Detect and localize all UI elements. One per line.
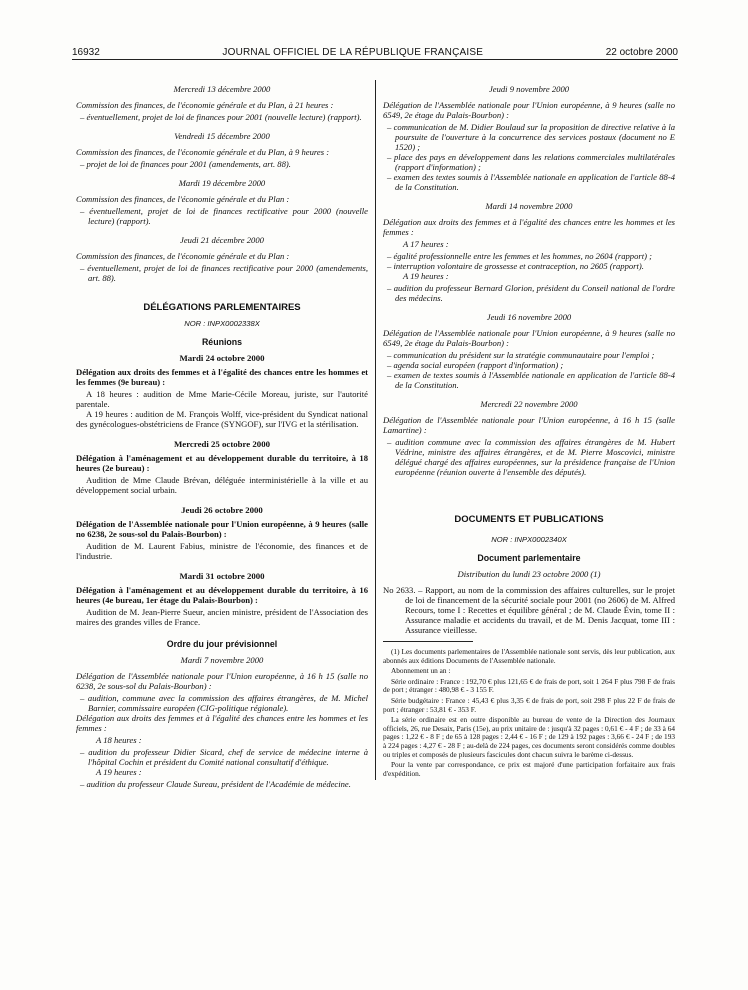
footnote-text: Abonnement un an : xyxy=(391,666,451,676)
agenda-block xyxy=(76,178,368,226)
meeting-date: Mardi 24 octobre 2000 xyxy=(179,353,265,363)
agenda-block xyxy=(76,131,368,169)
column-divider xyxy=(375,80,376,780)
nor-reference: NOR : INPX0002340X xyxy=(491,535,567,544)
meeting-heading: Délégation aux droits des femmes et à l'égalité des chances entre les hommes et les femmes (9e bureau) : xyxy=(76,367,368,387)
agenda-item: – éventuellement, projet de loi de finances rectificative pour 2000 (nouvelle lecture) (rapport). xyxy=(80,206,368,226)
agenda-date: Vendredi 15 décembre 2000 xyxy=(174,131,270,141)
agenda-heading: Délégation aux droits des femmes et à l'égalité des chances entre les hommes et les femmes : xyxy=(76,713,368,733)
agenda-item: – examen des textes soumis à l'Assemblée nationale en application de l'article 88-4 de la Constitution. xyxy=(387,172,675,192)
agenda-item: – éventuellement, projet de loi de finances rectificative pour 2000 (amendements, art. 88). xyxy=(80,263,368,283)
meeting-text: Audition de Mme Claude Brévan, déléguée interministérielle à la ville et au développement social urbain. xyxy=(76,475,368,495)
agenda-item: – agenda social européen (rapport d'information) ; xyxy=(387,360,564,370)
footnote-text: Série ordinaire : France : 192,70 € plus 121,65 € de frais de port, soit 1 264 F plus 798 F de frais de port ; étranger : 480,98 € - 3 155 F. xyxy=(383,676,675,695)
agenda-time: A 17 heures : xyxy=(403,239,449,249)
footnote-text: La série ordinaire est en outre disponible au bureau de vente de la Direction des Journaux officiels, 26, rue Desaix, Paris (15e), au prix unitaire de : jusqu'à 32 pages : 0,61 € - 4 F ; de 33 à 64 pages : 1,22 € - 8 F ; de 65 à 128 pages : 2,44 € - 16 F ; de 129 à 192 pages : 3,66 € - 24 F ; de 193 à 224 pages : 4,27 € - 28 F ; au-delà de 224 pages, ces documents seront considérés comme doubles ou triples et composés de plusieurs fascicules dont chacun suivra le barème ci-dessus. xyxy=(383,715,675,759)
agenda-block xyxy=(76,235,368,283)
meeting-block xyxy=(76,505,368,561)
agenda-item: – égalité professionnelle entre les femmes et les hommes, no 2604 (rapport) ; xyxy=(387,251,653,261)
issue-date: 22 octobre 2000 xyxy=(605,47,678,58)
agenda-item: – éventuellement, projet de loi de finances pour 2001 (nouvelle lecture) (rapport). xyxy=(80,112,362,122)
agenda-block xyxy=(383,84,675,192)
agenda-block xyxy=(383,201,675,303)
agenda-item: – examen de textes soumis à l'Assemblée nationale en application de l'article 88-4 de la Constitution. xyxy=(387,370,675,390)
page-header xyxy=(72,40,678,60)
meeting-date: Mercredi 25 octobre 2000 xyxy=(173,439,270,449)
agenda-item: – communication de M. Didier Boulaud sur la proposition de directive relative à la poursuite de l'ouverture à la concurrence des services postaux (document no E 1520) ; xyxy=(387,122,675,152)
agenda-date: Jeudi 9 novembre 2000 xyxy=(488,84,570,94)
agenda-date: Mardi 14 novembre 2000 xyxy=(485,201,573,211)
agenda-heading: Commission des finances, de l'économie générale et du Plan, à 9 heures : xyxy=(76,147,330,157)
agenda-time: A 18 heures : xyxy=(96,735,142,745)
distribution-date: Distribution du lundi 23 octobre 2000 (1) xyxy=(457,569,601,579)
agenda-heading: Délégation de l'Assemblée nationale pour l'Union européenne, à 16 h 15 (salle no 6238, 2e sous-sol du Palais-Bourbon) : xyxy=(76,671,368,691)
agenda-heading: Délégation de l'Assemblée nationale pour l'Union européenne, à 9 heures (salle no 6549, 2e étage du Palais-Bourbon) : xyxy=(383,100,675,120)
footnote-text: Pour la vente par correspondance, ce prix est majoré d'une participation forfaitaire aux frais d'expédition. xyxy=(383,760,675,778)
agenda-heading: Délégation aux droits des femmes et à l'égalité des chances entre les hommes et les femmes : xyxy=(383,217,675,237)
footnote-rule xyxy=(383,641,473,642)
meeting-block xyxy=(76,439,368,495)
journal-title: JOURNAL OFFICIEL DE LA RÉPUBLIQUE FRANÇAISE xyxy=(222,47,484,58)
agenda-item: – audition du professeur Didier Sicard, chef de service de médecine interne à l'hôpital Cochin et président du Comité national consultatif d'éthique. xyxy=(80,747,368,767)
agenda-date: Mardi 7 novembre 2000 xyxy=(180,655,264,665)
agenda-item: – audition du professeur Claude Sureau, président de l'Académie de médecine. xyxy=(80,779,351,789)
meeting-heading: Délégation à l'aménagement et au développement durable du territoire, à 18 heures (2e bureau) : xyxy=(76,453,368,473)
meeting-text: Audition de M. Laurent Fabius, ministre de l'économie, des finances et de l'industrie. xyxy=(76,541,368,561)
agenda-item: – audition, commune avec la commission des affaires étrangères, de M. Michel Barnier, commissaire européen (CIG-politique régionale). xyxy=(80,693,368,713)
agenda-heading: Délégation de l'Assemblée nationale pour l'Union européenne, à 9 heures (salle no 6549, 2e étage du Palais-Bourbon) : xyxy=(383,328,675,348)
meeting-text: A 19 heures : audition de M. François Wolff, vice-président du Syndicat national des gynécologues-obstétriciens de France (SYNGOF), sur l'IVG et la stérilisation. xyxy=(76,409,368,429)
meeting-heading: Délégation à l'aménagement et au développement durable du territoire, à 16 heures (4e bureau, 1er étage du Palais-Bourbon) : xyxy=(76,585,368,605)
agenda-time: A 19 heures : xyxy=(96,767,142,777)
agenda-heading: Commission des finances, de l'économie générale et du Plan : xyxy=(76,251,290,261)
document-entry: No 2633. – Rapport, au nom de la commission des affaires culturelles, sur le projet de loi de financement de la sécurité sociale pour 2001 (no 2606) de M. Alfred Recours, tome I : Recettes et équilibre général ; de M. Claude Évin, tome II : Assurance maladie et accidents du travail, et de M. Denis Jacquat, tome III : Assurance vieillesse. xyxy=(383,585,675,635)
right-column xyxy=(383,84,675,780)
page-number: 16932 xyxy=(72,47,100,58)
agenda-date: Jeudi 16 novembre 2000 xyxy=(486,312,572,322)
agenda-block xyxy=(383,399,675,477)
agenda-heading: Délégation de l'Assemblée nationale pour l'Union européenne, à 16 h 15 (salle Lamartine) : xyxy=(383,415,675,435)
footnote-text: (1) Les documents parlementaires de l'Assemblée nationale sont servis, dès leur publication, aux abonnés aux éditions Documents de l'Assemblée nationale. xyxy=(383,647,675,665)
agenda-heading: Commission des finances, de l'économie générale et du Plan : xyxy=(76,194,290,204)
left-column xyxy=(76,84,368,789)
subsection-title-reunions: Réunions xyxy=(201,337,243,347)
agenda-date: Jeudi 21 décembre 2000 xyxy=(180,235,264,245)
footnote-text: Série budgétaire : France : 45,43 € plus 3,35 € de frais de port, soit 298 F plus 22 F de frais de port ; étranger : 53,81 € - 353 F. xyxy=(383,695,675,714)
agenda-item: – place des pays en développement dans les relations commerciales multilatérales (rapport d'information) ; xyxy=(387,152,675,172)
section-title-documents: DOCUMENTS ET PUBLICATIONS xyxy=(454,514,604,525)
meeting-text: A 18 heures : audition de Mme Marie-Cécile Moreau, juriste, sur l'autorité parentale. xyxy=(76,389,368,409)
subsection-title-document: Document parlementaire xyxy=(477,553,581,563)
meeting-block xyxy=(76,353,368,429)
agenda-item: – projet de loi de finances pour 2001 (amendements, art. 88). xyxy=(80,159,291,169)
agenda-date: Mercredi 13 décembre 2000 xyxy=(173,84,271,94)
agenda-item: – communication du président sur la stratégie communautaire pour l'emploi ; xyxy=(387,350,655,360)
meeting-date: Jeudi 26 octobre 2000 xyxy=(181,505,263,515)
agenda-block xyxy=(76,84,368,122)
footnote xyxy=(383,648,675,778)
nor-reference: NOR : INPX0002338X xyxy=(184,319,260,328)
agenda-block xyxy=(383,312,675,390)
subsection-title-ordre: Ordre du jour prévisionnel xyxy=(166,639,278,649)
meeting-block xyxy=(76,571,368,627)
section-title-delegations: DÉLÉGATIONS PARLEMENTAIRES xyxy=(143,302,301,313)
agenda-date: Mardi 19 décembre 2000 xyxy=(178,178,266,188)
agenda-item: – audition commune avec la commission des affaires étrangères de M. Hubert Védrine, ministre des affaires étrangères, et de M. Pierre Moscovici, ministre délégué chargé des affaires européennes, sur la présidence française de l'Union européenne (réunion ouverte à l'ensemble des députés). xyxy=(387,437,675,477)
agenda-time: A 19 heures : xyxy=(403,271,449,281)
agenda-item: – audition du professeur Bernard Glorion, président du Conseil national de l'ordre des médecins. xyxy=(387,283,675,303)
agenda-heading: Commission des finances, de l'économie générale et du Plan, à 21 heures : xyxy=(76,100,334,110)
agenda-item: – interruption volontaire de grossesse et contraception, no 2605 (rapport). xyxy=(387,261,644,271)
meeting-text: Audition de M. Jean-Pierre Sueur, ancien ministre, président de l'Association des maires des grandes villes de France. xyxy=(76,607,368,627)
meeting-date: Mardi 31 octobre 2000 xyxy=(179,571,265,581)
agenda-date: Mercredi 22 novembre 2000 xyxy=(480,399,578,409)
meeting-heading: Délégation de l'Assemblée nationale pour l'Union européenne, à 9 heures (salle no 6238, 2e sous-sol du Palais-Bourbon) : xyxy=(76,519,368,539)
